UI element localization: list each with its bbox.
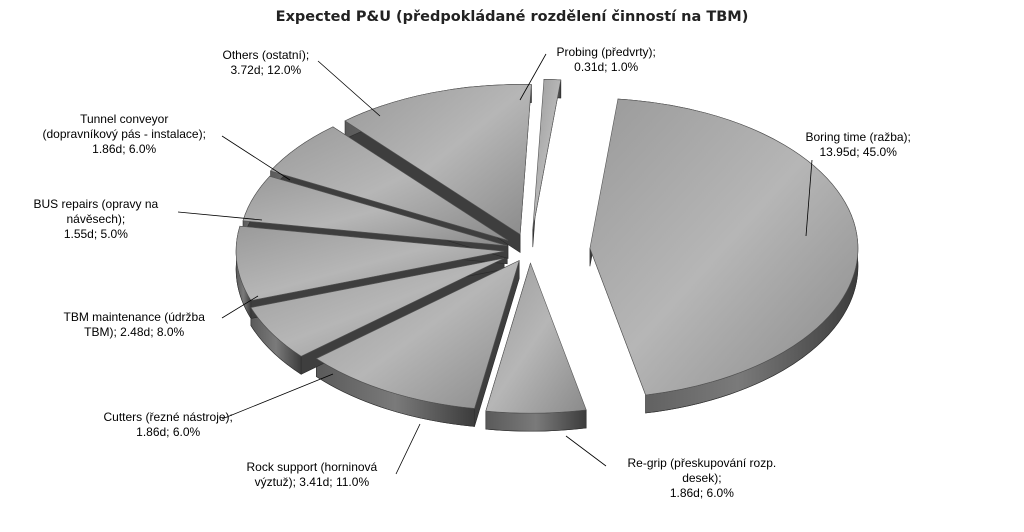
chart-title: Expected P&U (předpokládané rozdělení činností na TBM): [275, 9, 749, 25]
slice-label-9: Probing (předvrty); 0.31d; 1.0%: [556, 45, 656, 74]
slice-label-8: Others (ostatní); 3.72d; 12.0%: [222, 48, 310, 77]
leader-line-3: [396, 424, 420, 474]
slice-label-2: Re-grip (přeskupování rozp. desek); 1.86d; 6.0%: [627, 456, 777, 500]
leader-line-4: [222, 374, 333, 419]
leader-line-8: [318, 61, 380, 116]
leader-line-9: [520, 54, 546, 100]
slice-label-4: Cutters (řezné nástroje); 1.86d; 6.0%: [103, 410, 233, 439]
slice-label-6: BUS repairs (opravy na návěsech); 1.55d; 5.0%: [33, 197, 159, 241]
slice-label-5: TBM maintenance (údržba TBM); 2.48d; 8.0%: [63, 310, 205, 339]
pie-slice-9: [533, 79, 561, 229]
leader-line-7: [222, 136, 290, 180]
leader-line-2: [566, 436, 606, 466]
slice-label-3: Rock support (horninová výztuž); 3.41d; 11.0%: [246, 460, 378, 489]
slice-label-1: Boring time (ražba); 13.95d; 45.0%: [805, 130, 911, 159]
slice-label-7: Tunnel conveyor (dopravníkový pás - instalace); 1.86d; 6.0%: [42, 112, 206, 156]
